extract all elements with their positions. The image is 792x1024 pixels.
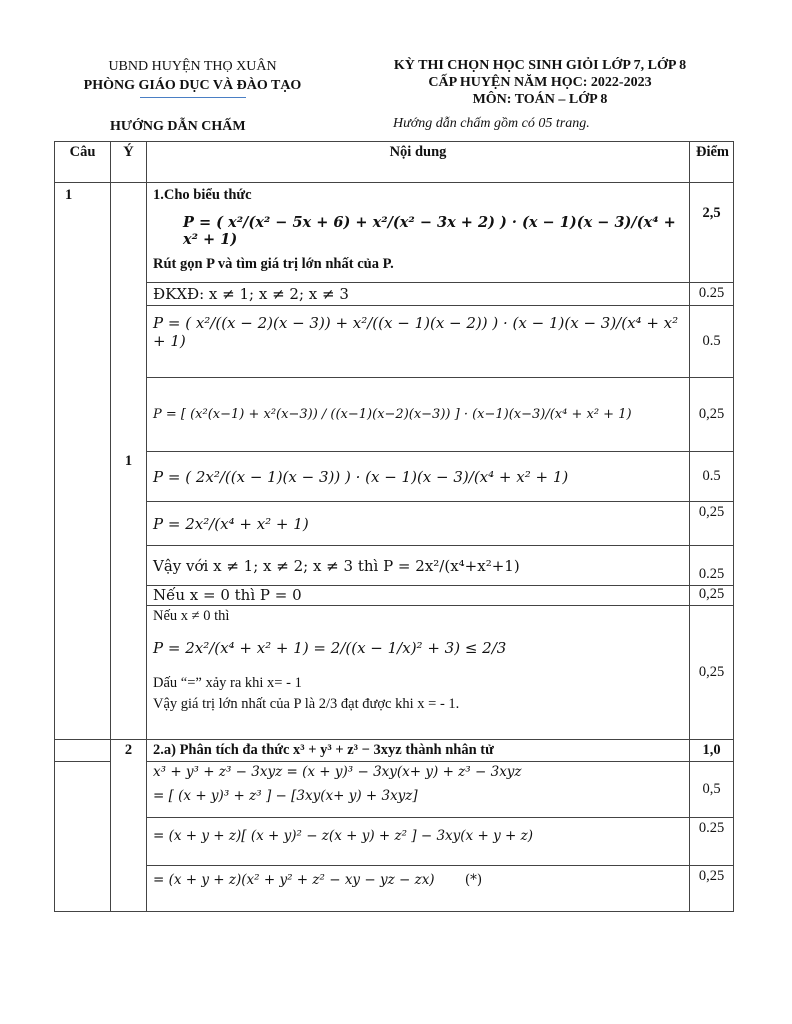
cau-1-cell xyxy=(55,183,111,740)
score-cell: 1,0 xyxy=(690,740,734,762)
step-text: Nếu x = 0 thì P = 0 xyxy=(147,586,690,606)
step-line: x³ + y³ + z³ − 3xyz = (x + y)³ − 3xy(x+ y) + z³ − 3xyz xyxy=(153,764,522,780)
step-line: Dấu “=” xảy ra khi x= - 1 xyxy=(153,675,302,691)
step-cell xyxy=(147,762,690,818)
score-cell: 0,25 xyxy=(690,586,734,606)
exam-line-1: KỲ THI CHỌN HỌC SINH GIỎI LỚP 7, LỚP 8 xyxy=(393,58,687,73)
step-line: Nếu x ≠ 0 thì xyxy=(153,608,230,624)
cau-number: 1 xyxy=(65,187,73,203)
table-header-row xyxy=(55,142,734,183)
org-block xyxy=(60,57,325,98)
score-cell: 0,25 xyxy=(690,866,734,912)
header-cau: Câu xyxy=(55,142,111,183)
y-number: 1 xyxy=(124,452,133,469)
y-number: 2 xyxy=(124,742,133,758)
step-line: P = 2x²/(x⁴ + x² + 1) = 2/((x − 1/x)² + 3) ≤ 2/3 xyxy=(153,639,507,657)
table-row xyxy=(55,502,734,546)
exam-line-3: MÔN: TOÁN – LỚP 8 xyxy=(472,92,608,107)
cau-empty-cell xyxy=(55,762,111,912)
table-row xyxy=(55,866,734,912)
cau-empty-cell xyxy=(55,740,111,762)
step-cell xyxy=(147,866,690,912)
score-cell: 0.5 xyxy=(690,306,734,378)
table-row xyxy=(55,452,734,502)
table-row xyxy=(55,586,734,606)
score-cell: 0,25 xyxy=(690,502,734,546)
score-cell: 0.25 xyxy=(690,546,734,586)
table-row xyxy=(55,306,734,378)
question-text: 2.a) Phân tích đa thức x³ + y³ + z³ − 3xyz thành nhân tử xyxy=(147,740,690,762)
table-row xyxy=(55,283,734,306)
table-row xyxy=(55,183,734,283)
question-title: 1.Cho biểu thức xyxy=(153,187,252,203)
table-row xyxy=(55,378,734,452)
step-text: P = 2x²/(x⁴ + x² + 1) xyxy=(147,502,690,546)
step-text: P = ( 2x²/((x − 1)(x − 3)) ) · (x − 1)(x − 3)/(x⁴ + x² + 1) xyxy=(147,452,690,502)
guide-title: HƯỚNG DẪN CHẤM xyxy=(110,119,246,134)
grading-table xyxy=(54,141,734,912)
org-line-2: PHÒNG GIÁO DỤC VÀ ĐÀO TẠO xyxy=(83,78,302,93)
exam-block xyxy=(345,57,735,108)
score-cell: 2,5 xyxy=(690,183,734,283)
header-noi-dung: Nội dung xyxy=(147,142,690,183)
y-2-cell xyxy=(111,740,147,912)
y-1-cell xyxy=(111,183,147,740)
step-text: P = ( x²/((x − 2)(x − 3)) + x²/((x − 1)(x − 2)) ) · (x − 1)(x − 3)/(x⁴ + x² + 1) xyxy=(147,306,690,378)
header-y: Ý xyxy=(111,142,147,183)
question-task: Rút gọn P và tìm giá trị lớn nhất của P. xyxy=(153,256,394,272)
score-cell: 0,5 xyxy=(690,762,734,818)
step-text: ĐKXĐ: x ≠ 1; x ≠ 2; x ≠ 3 xyxy=(147,283,690,306)
step-text: = (x + y + z)[ (x + y)² − z(x + y) + z² ] − 3xy(x + y + z) xyxy=(147,818,690,866)
score-cell: 0,25 xyxy=(690,378,734,452)
guide-note: Hướng dẫn chấm gồm có 05 trang. xyxy=(393,116,590,131)
score-cell: 0.5 xyxy=(690,452,734,502)
exam-line-2: CẤP HUYỆN NĂM HỌC: 2022-2023 xyxy=(428,75,652,90)
org-line-1: UBND HUYỆN THỌ XUÂN xyxy=(108,59,277,74)
step-text: P = [ (x²(x−1) + x²(x−3)) / ((x−1)(x−2)(x−3)) ] · (x−1)(x−3)/(x⁴ + x² + 1) xyxy=(147,378,690,452)
step-cell xyxy=(147,606,690,740)
step-text: Vậy với x ≠ 1; x ≠ 2; x ≠ 3 thì P = 2x²/(x⁴+x²+1) xyxy=(147,546,690,586)
org-underline xyxy=(140,97,246,98)
step-note: (*) xyxy=(464,872,483,888)
table-row xyxy=(55,740,734,762)
score-cell: 0,25 xyxy=(690,606,734,740)
question-cell xyxy=(147,183,690,283)
step-line: = [ (x + y)³ + z³ ] − [3xy(x+ y) + 3xyz] xyxy=(153,788,418,804)
score-cell: 0.25 xyxy=(690,283,734,306)
table-row xyxy=(55,762,734,818)
table-row xyxy=(55,818,734,866)
table-row xyxy=(55,606,734,740)
table-row xyxy=(55,546,734,586)
step-line: Vậy giá trị lớn nhất của P là 2/3 đạt được khi x = - 1. xyxy=(153,696,460,712)
question-formula: P = ( x²/(x² − 5x + 6) + x²/(x² − 3x + 2) ) · (x − 1)(x − 3)/(x⁴ + x² + 1) xyxy=(183,214,676,248)
step-text: = (x + y + z)(x² + y² + z² − xy − yz − zx) xyxy=(153,872,435,888)
score-cell: 0.25 xyxy=(690,818,734,866)
header-diem: Điểm xyxy=(690,142,734,183)
